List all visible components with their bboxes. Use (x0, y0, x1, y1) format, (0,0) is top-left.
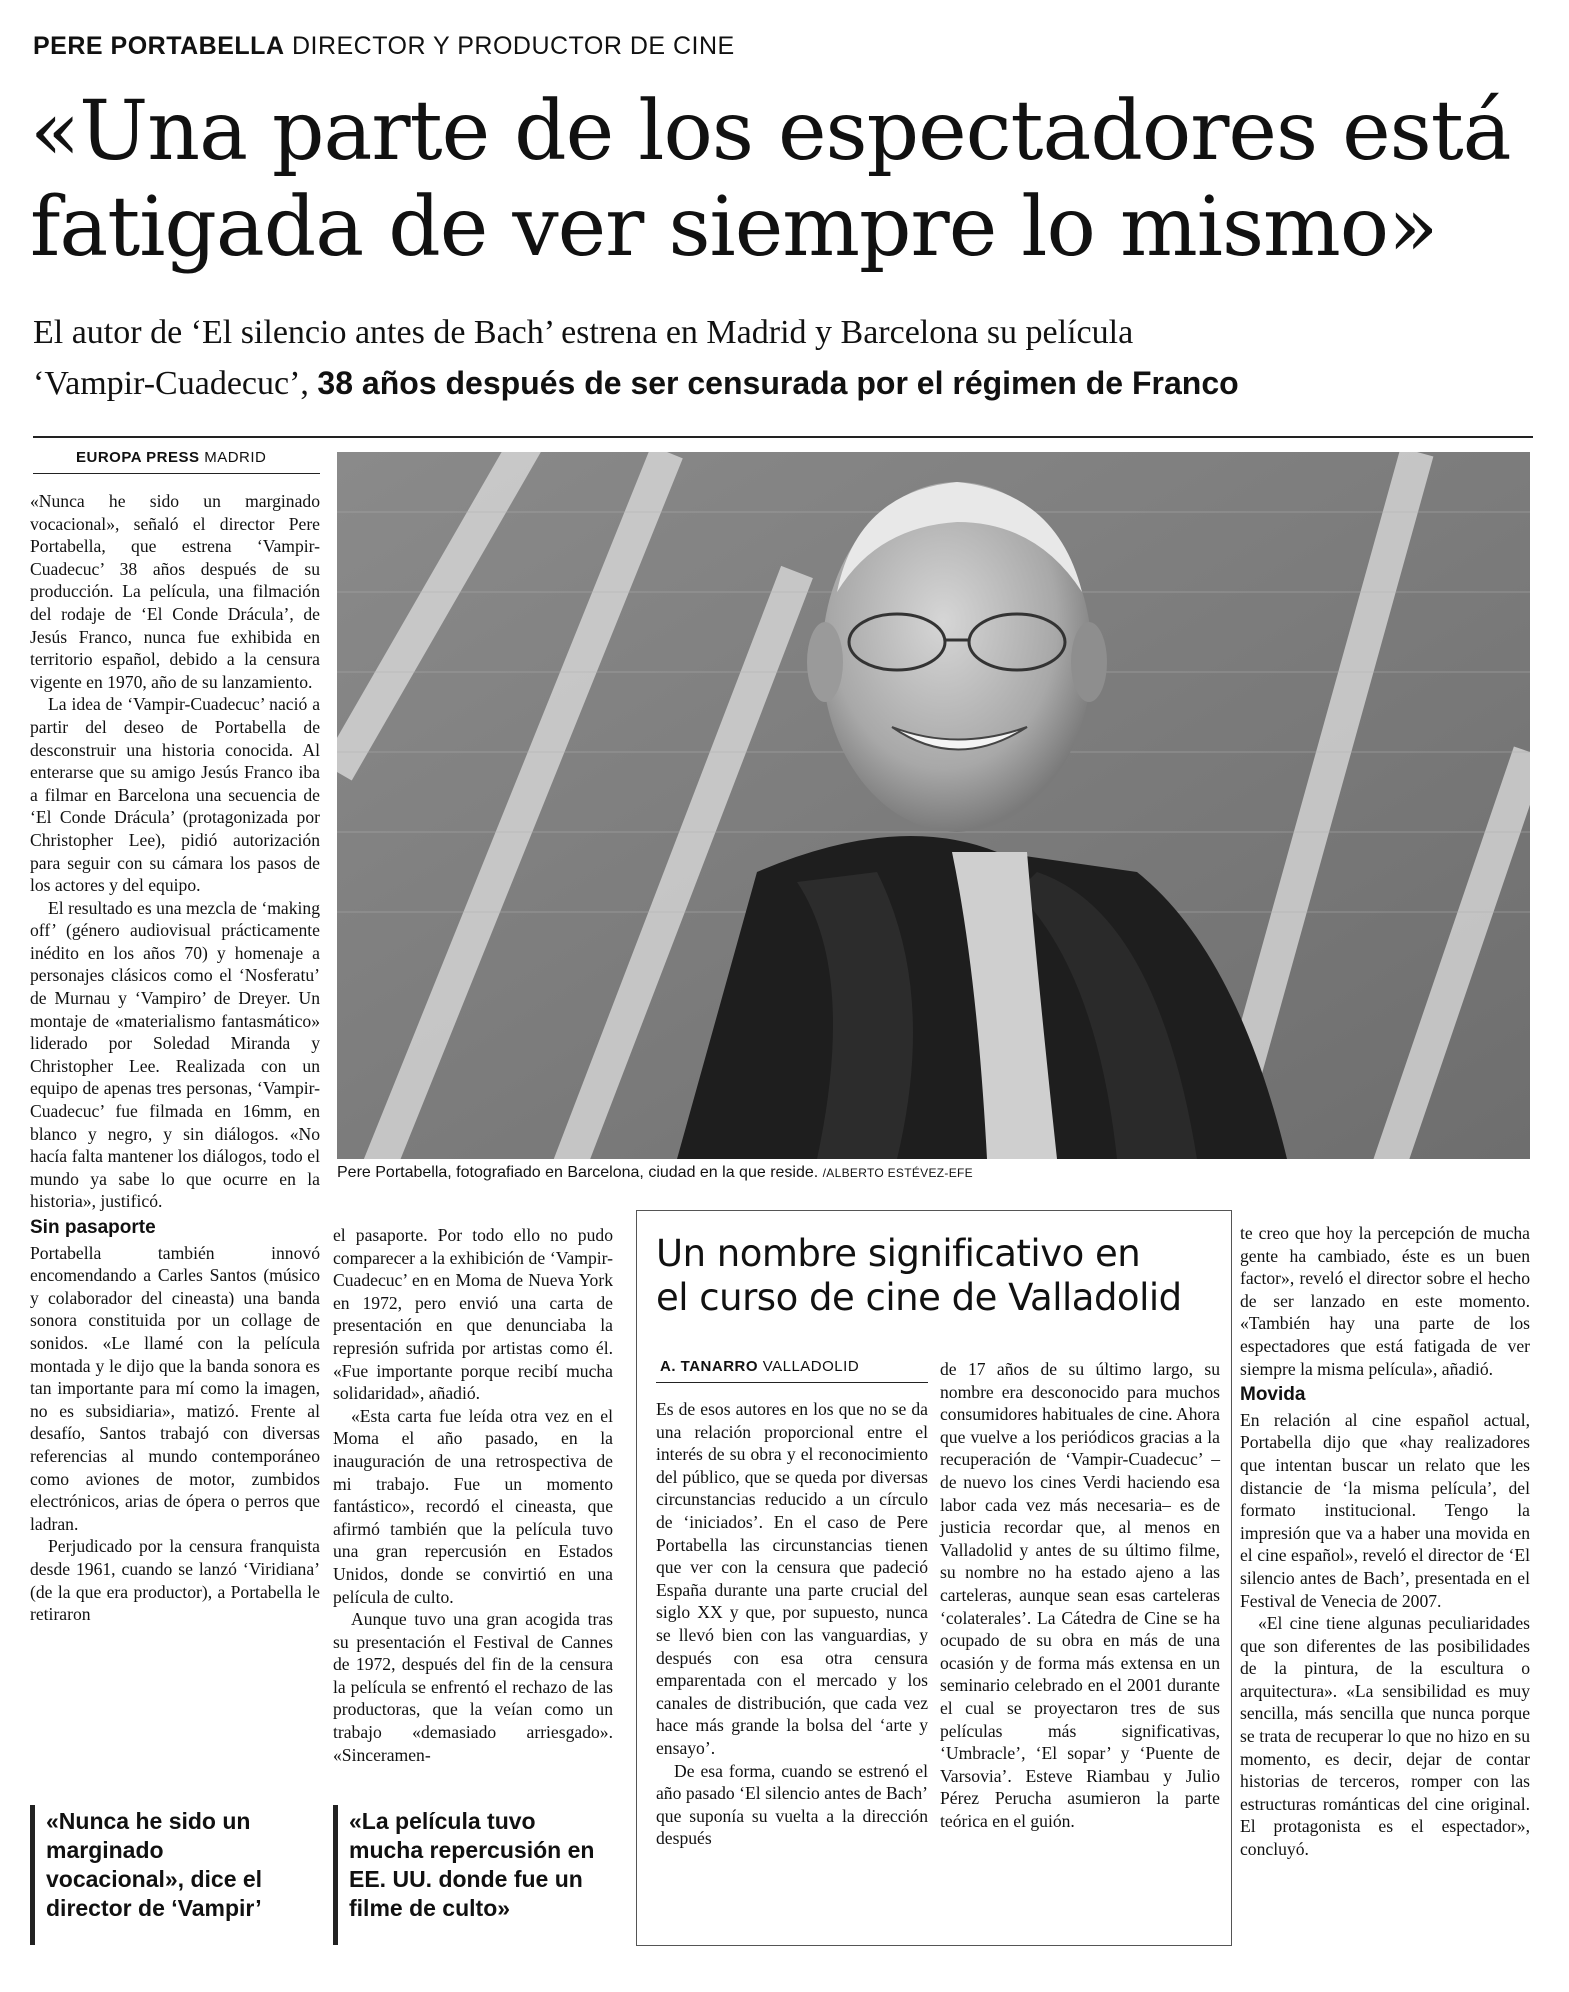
headline (30, 84, 1530, 276)
col2-paragraph-3: Aunque tuvo una gran acogida tras su presentación el Festival de Cannes de 1972, después del fin de la censura la película se enfrentó el rechazo de las productoras, que la veían como un trabajo «demasiado arriesgado». «Sinceramen- (333, 1609, 613, 1765)
pull-quote-1: «Nunca he sido un marginado vocacional», dice el director de ‘Vampir’ (46, 1808, 263, 1921)
col2-paragraph-1: el pasaporte. Por todo ello no pudo comparecer a la exhibición de ‘Vampir-Cuadecuc’ en en Moma de Nueva York en 1972, pero envió una carta de presentación en que denunciaba la represión sufrida por artistas como él. «Fue importante porque recibí mucha solidaridad», añadió. (333, 1225, 613, 1404)
column-2 (333, 1224, 613, 1766)
sidebar-c1-paragraph-2: De esa forma, cuando se estrenó el año pasado ‘El silencio antes de Bach’ que suponía su vuelta a la dirección después (656, 1760, 928, 1849)
column-1 (30, 490, 320, 1626)
sidebar-headline-line-1: Un nombre significativo en (656, 1232, 1141, 1275)
sidebar-c2-paragraph-1: de 17 años de su último largo, su nombre era desconocido para muchos consumidores habituales de cine. Ahora que vuelve a los periódicos gracias a la recuperación de ‘Vampir-Cuadecuc’ –de nuevo los cines Verdi haciendo esa labor cada vez más necesaria– es de justicia recordar que, al menos en Valladolid y antes de su último filme, su nombre no ha estado ajeno a las carteleras, aunque sean esas carteleras ‘colaterales’. La Cátedra de Cine se ha ocupado de su obra en más de una ocasión y de forma más extensa en un seminario celebrado en el 2001 durante el cual se proyectaron tres de sus películas más significativas, ‘Umbracle’, ‘El sopar’ y ‘Puente de Varsovia’. Esteve Riambau y Julio Pérez Perucha asumieron la parte teórica en el guión. (940, 1359, 1220, 1831)
kicker (33, 32, 735, 61)
col5-paragraph-1: te creo que hoy la percepción de mucha gente ha cambiado, éste es un buen factor», reveló el director sobre el hecho de ser lanzado en este momento. «También hay una parte de los espectadores que está fatigada de ver siempre la misma película», añadió. (1240, 1223, 1530, 1379)
deck-bold: 38 años después de ser censurada por el régimen de Franco (317, 365, 1239, 401)
col2-paragraph-2: «Esta carta fue leída otra vez en el Moma el año pasado, en la inauguración de una retrospectiva de mi trabajo. Fue un momento fantástico», recordó el cineasta, que afirmó también que la película tuvo una gran repercusión en Estados Unidos, donde se convirtió en una película de culto. (333, 1405, 613, 1607)
subhead-sin-pasaporte: Sin pasaporte (30, 1217, 156, 1238)
col1-paragraph-3: El resultado es una mezcla de ‘making off’ (género audiovisual prácticamente inédito en los años 70) y homenaje a personajes clásicos como el ‘Nosferatu’ de Murnau y ‘Vampiro’ de Dreyer. Un montaje de «materialismo fantasmático» liderado por Soledad Miranda y Christopher Lee. Realizada con un equipo de apenas tres personas, ‘Vampir-Cuadecuc’ fue filmada en 16mm, en blanco y negro, y sin diálogos. «No hacía falta mantener los diálogos, todo el mundo ya sabe lo que ocurre en la historia», justificó. (30, 897, 320, 1212)
deck (33, 308, 1533, 409)
sidebar-column-2 (940, 1358, 1220, 1832)
sidebar-c1-paragraph-1: Es de esos autores en los que no se da una relación proporcional entre el interés de su obra y el reconocimiento del público, que se queda por diversas circunstancias reducido a un círculo de ‘iniciados’. En el caso de Pere Portabella las circunstancias tienen que ver con la censura que padeció España durante una parte crucial del siglo XX y que, por supuesto, nunca se llevó bien con las vanguardias, y después con esa otra censura emparentada con el mercado y los canales de distribución, que cada vez hace más grande la bolsa del ‘arte y ensayo’. (656, 1399, 928, 1758)
sidebar-headline (656, 1232, 1226, 1320)
headline-line-2: fatigada de ver siempre lo mismo» (30, 180, 1438, 275)
byline-city: MADRID (204, 449, 267, 466)
col1-paragraph-5: Perjudicado por la censura franquista desde 1961, cuando se lanzó ‘Viridiana’ (de la que era productor), a Portabella le retiraron (30, 1536, 320, 1625)
sidebar-byline-rule (656, 1382, 928, 1383)
deck-title: ‘Vampir-Cuadecuc’, (33, 365, 309, 402)
photo-caption (337, 1164, 973, 1182)
byline (76, 449, 266, 466)
col1-paragraph-2: La idea de ‘Vampir-Cuadecuc’ nació a partir del deseo de Portabella de desconstruir una historia conocida. Al enterarse que su amigo Jesús Franco iba a filmar en Barcelona una secuencia de ‘El Conde Drácula’ (protagonizada por Christopher Lee), pidió autorización para seguir con su cámara los pasos de los actores y del equipo. (30, 694, 320, 896)
portrait-illustration (337, 452, 1530, 1159)
pull-quote-1-bar (30, 1805, 35, 1945)
byline-rule (33, 473, 320, 474)
sidebar-byline-city: VALLADOLID (762, 1358, 860, 1375)
pull-quote-2: «La película tuvo mucha repercusión en EE. UU. donde fue un filme de culto» (349, 1808, 595, 1921)
sidebar-byline (660, 1358, 859, 1375)
sidebar-column-1 (656, 1398, 928, 1850)
byline-agency: EUROPA PRESS (76, 449, 200, 466)
sidebar-byline-author: A. TANARRO (660, 1358, 759, 1375)
deck-line-1: El autor de ‘El silencio antes de Bach’ estrena en Madrid y Barcelona su película (33, 314, 1134, 351)
kicker-name: PERE PORTABELLA (33, 32, 285, 60)
kicker-role: DIRECTOR Y PRODUCTOR DE CINE (291, 32, 735, 60)
header-rule (33, 436, 1533, 438)
column-5 (1240, 1222, 1530, 1861)
col1-paragraph-1: «Nunca he sido un marginado vocacional», señaló el director Pere Portabella, que estrena ‘Vampir-Cuadecuc’ 38 años después de su producción. La película, una filmación del rodaje de ‘El Conde Drácula’, de Jesús Franco, nunca fue exhibida en territorio español, debido a la censura vigente en 1970, año de su lanzamiento. (30, 491, 320, 692)
photo-credit: /ALBERTO ESTÉVEZ-EFE (822, 1166, 973, 1180)
subhead-movida: Movida (1240, 1384, 1306, 1406)
headline-line-1: «Una parte de los espectadores está (30, 84, 1511, 179)
sidebar-headline-line-2: el curso de cine de Valladolid (656, 1276, 1182, 1319)
pull-quote-2-bar (333, 1805, 338, 1945)
portrait-photo (337, 452, 1530, 1159)
col5-paragraph-2: En relación al cine español actual, Portabella dijo que «hay realizadores que intentan buscar un relato que les distancie de ‘la misma película’, del formato institucional. Tengo la impresión que va a haber una movida en el cine español», reveló el director de ‘El silencio antes de Bach’, presentada en el Festival de Venecia de 2007. (1240, 1409, 1530, 1611)
col1-paragraph-4: Portabella también innovó encomendando a Carles Santos (músico y colaborador del cineasta) una banda sonora constituida por un collage de sonidos. «Le llamé con la película montada y le dijo que la banda sonora es tan importante para mí como la imagen, no es subsidiaria», matizó. Frente al desafío, Santos trabajó con diversas referencias al mundo contemporáneo como aviones de motor, zumbidos electrónicos, arias de ópera o perros que ladran. (30, 1242, 320, 1534)
caption-text: Pere Portabella, fotografiado en Barcelona, ciudad en la que reside. (337, 1164, 819, 1181)
col5-paragraph-3: «El cine tiene algunas peculiaridades que son diferentes de las posibilidades de la pintura, de la escultura o arquitectura». «La sensibilidad es muy sencilla, más sencilla que nunca porque se trata de recuperar lo que no hizo en su momento, es decir, dejar de contar historias de terceros, romper con las estructuras románticas del cine original. El protagonista es el espectador», concluyó. (1240, 1613, 1530, 1860)
